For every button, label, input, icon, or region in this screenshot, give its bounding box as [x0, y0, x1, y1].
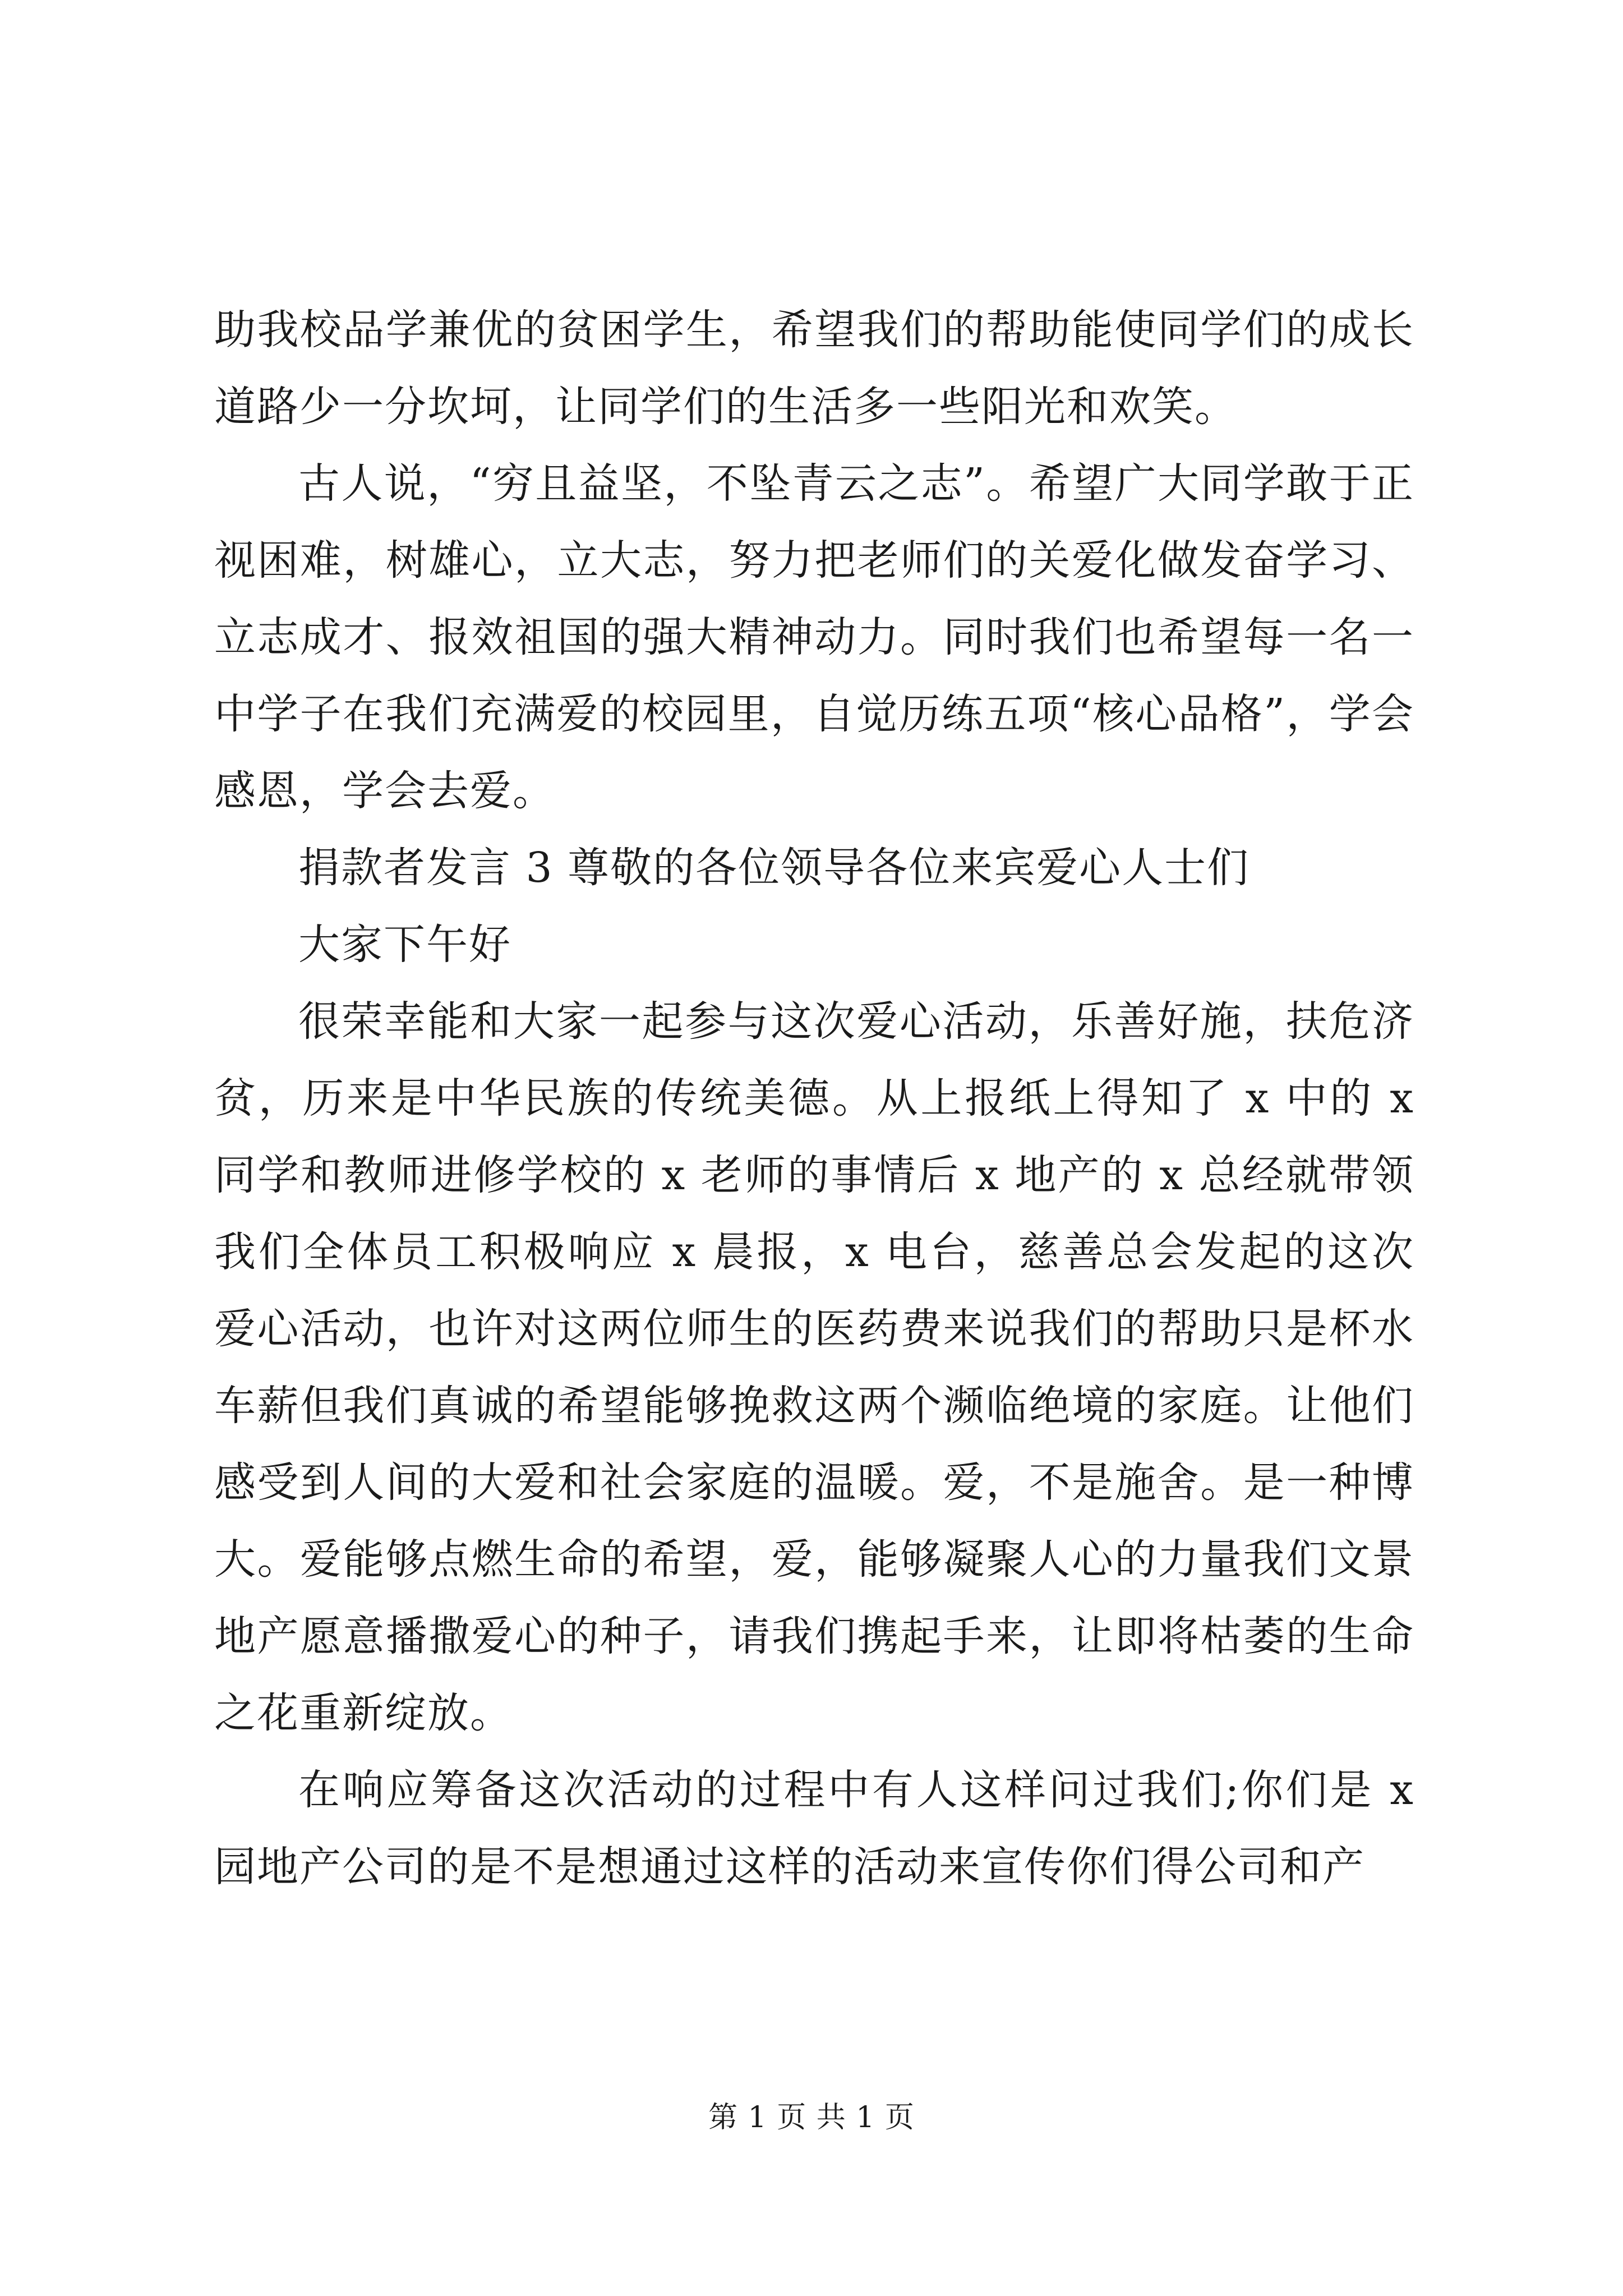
paragraph-3: 捐款者发言 3 尊敬的各位领导各位来宾爱心人士们 — [298, 844, 1250, 892]
paragraph-5: 很荣幸能和大家一起参与这次爱心活动，乐善好施，扶危济贫，历来是中华民族的传统美德。从上报纸上得知了 x 中的 x 同学和教师进修学校的 x 老师的事情后 x 地产的 x 总经就带领我们全体员工积极响应 x 晨报，x 电台，慈善总会发起的这次爱心活动，也许对这两位师生的医药费来说我们的帮助只是杯水车薪但我们真诚的希望能够挽救这两个濒临绝境的家庭。让他们感受到人间的大爱和社会家庭的温暖。爱，不是施舍。是一种博大。爱能够点燃生命的希望，爱，能够凝聚人心的力量我们文景地产愿意播撒爱心的种子，请我们携起手来，让即将枯萎的生命之花重新绽放。 — [214, 997, 1414, 1737]
page-footer: 第 1 页 共 1 页 — [708, 2101, 915, 2134]
paragraph-4: 大家下午好 — [298, 921, 511, 969]
paragraph-6: 在响应筹备这次活动的过程中有人这样问过我们;你们是 x 园地产公司的是不是想通过这样的活动来宣传你们得公司和产 — [214, 1766, 1414, 1891]
paragraph-1: 助我校品学兼优的贫困学生，希望我们的帮助能使同学们的成长道路少一分坎坷，让同学们的生活多一些阳光和欢笑。 — [214, 306, 1414, 431]
paragraph-2: 古人说，“穷且益坚，不坠青云之志”。希望广大同学敢于正视困难，树雄心，立大志，努力把老师们的关爱化做发奋学习、立志成才、报效祖国的强大精神动力。同时我们也希望每一名一中学子在我们充满爱的校园里，自觉历练五项“核心品格”，学会感恩，学会去爱。 — [214, 459, 1414, 815]
document-body — [214, 292, 1414, 1906]
